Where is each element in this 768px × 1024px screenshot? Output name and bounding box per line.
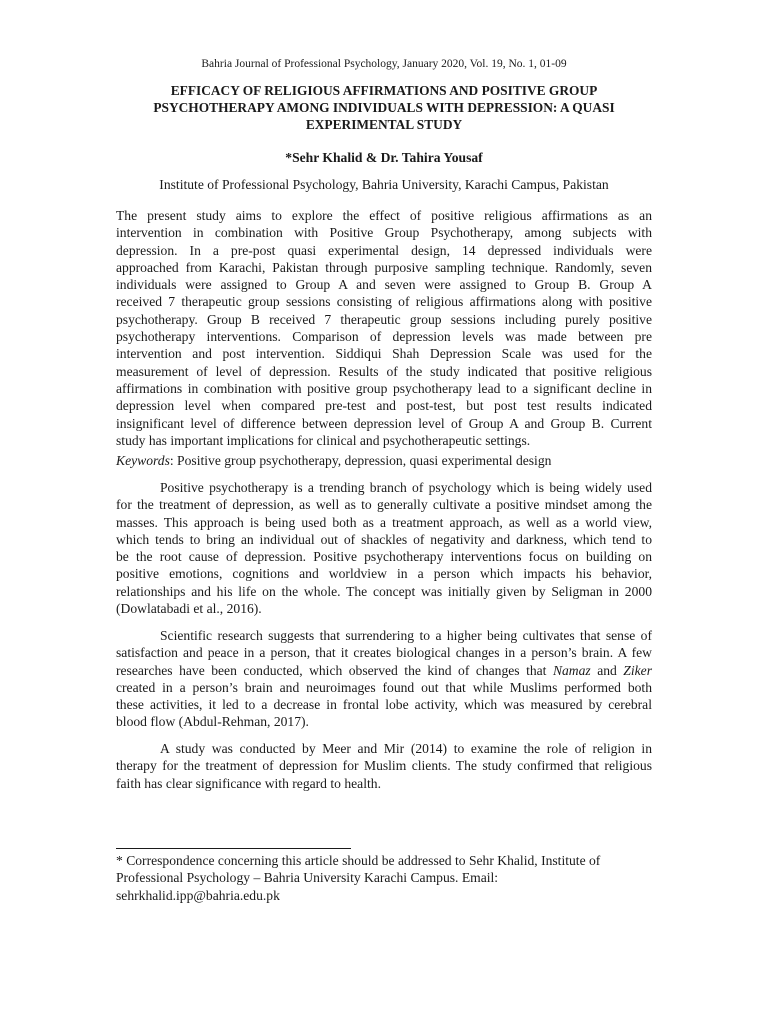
paragraph-line: for the treatment of depression, as well as to generally cultivate a positive mindset among the: [116, 497, 652, 513]
abstract-line: depression. In a pre-post quasi experimental design, 14 depressed individuals were: [116, 242, 652, 258]
title-line: EFFICACY OF RELIGIOUS AFFIRMATIONS AND POSITIVE GROUP: [170, 83, 598, 98]
abstract-line: individuals were assigned to Group A and seven were assigned to Group B. Group A: [116, 277, 652, 293]
paragraph-line: these activities, it led to a decrease in frontal lobe activity, which was measured by cerebral: [116, 697, 652, 713]
keywords-text: : Positive group psychotherapy, depression, quasi experimental design: [169, 453, 552, 468]
paragraph-line: therapy for the treatment of depression for Muslim clients. The study confirmed that religious: [116, 758, 652, 774]
body-paragraph-3: [116, 740, 652, 792]
abstract-line: received 7 therapeutic group sessions consisting of religious affirmations along with positive: [116, 294, 652, 310]
paper-title: [116, 82, 652, 133]
paragraph-line: be the root cause of depression. Positive psychotherapy interventions focus on building on: [116, 549, 652, 565]
affiliation: Institute of Professional Psychology, Bahria University, Karachi Campus, Pakistan: [159, 177, 609, 192]
abstract-line: measurement of level of depression. Results of the study indicated that positive religious: [116, 363, 652, 379]
journal-citation: Bahria Journal of Professional Psychology, January 2020, Vol. 19, No. 1, 01-09: [201, 58, 567, 70]
title-line: EXPERIMENTAL STUDY: [305, 117, 463, 132]
paragraph-line: blood flow (Abdul-Rehman, 2017).: [116, 714, 309, 730]
keywords-label: Keywords: [116, 453, 170, 468]
abstract-line: intervention in combination with Positive Group Psychotherapy, among subjects with: [116, 225, 652, 241]
abstract-line: psychotherapy. Group B received 7 therapeutic group sessions including purely positive: [116, 311, 652, 327]
paragraph-line: (Dowlatabadi et al., 2016).: [116, 601, 262, 617]
paragraph-line: Positive psychotherapy is a trending branch of psychology which is being widely used: [160, 480, 652, 495]
abstract-line: study has important implications for clinical and psychotherapeutic settings.: [116, 432, 531, 448]
abstract-line: intervention and post intervention. Siddiqui Shah Depression Scale was used for the: [116, 346, 652, 362]
footnote-line: Professional Psychology – Bahria University Karachi Campus. Email:: [116, 870, 499, 886]
keywords: [116, 452, 652, 469]
term-ziker: Ziker: [623, 662, 652, 678]
title-line: PSYCHOTHERAPY AMONG INDIVIDUALS WITH DEPRESSION: A QUASI: [153, 100, 615, 115]
footnote-line: * Correspondence concerning this article should be addressed to Sehr Khalid, Institute of: [116, 853, 601, 868]
authors: *Sehr Khalid & Dr. Tahira Yousaf: [285, 150, 483, 165]
paragraph-line: satisfaction and peace in a person, that it creates biological changes in a person’s brain. A few: [116, 645, 652, 661]
paragraph-line: faith has clear significance with regard to health.: [116, 775, 381, 791]
abstract-line: insignificant level of difference between depression level of Group A and Group B. Current: [116, 415, 652, 431]
abstract-line: psychotherapy interventions. Comparison of depression levels was made between pre: [116, 329, 652, 345]
abstract-line: affirmations in combination with positive group psychotherapy lead to a significant decline in: [116, 380, 652, 396]
correspondence-footnote: [116, 852, 652, 904]
paragraph-line: created in a person’s brain and neuroimages found out that while Muslims performed both: [116, 679, 652, 695]
paragraph-text: researches have been conducted, which observed the kind of changes that: [116, 662, 553, 678]
footnote-email[interactable]: sehrkhalid.ipp@bahria.edu.pk: [116, 887, 280, 903]
paragraph-line: A study was conducted by Meer and Mir (2014) to examine the role of religion in: [160, 741, 652, 756]
paragraph-line: Scientific research suggests that surrendering to a higher being cultivates that sense of: [160, 628, 652, 643]
abstract: [116, 207, 652, 449]
paragraph-line: which tends to bring an individual out of shackles of negativity and darkness, which tend to: [116, 531, 652, 547]
paragraph-text: and: [590, 662, 624, 678]
paragraph-line: positive emotions, cognitions and worldview in a person which impacts his behavior,: [116, 566, 652, 582]
abstract-line: The present study aims to explore the effect of positive religious affirmations as an: [116, 208, 652, 223]
term-namaz: Namaz: [552, 662, 591, 678]
body-paragraph-1: [116, 479, 652, 617]
paragraph-line: relationships and his life on the whole. The concept was initially given by Seligman in 2000: [116, 583, 652, 599]
abstract-line: depression level when compared pre-test and post-test, but post test results indicated: [116, 398, 652, 414]
abstract-line: approached from Karachi, Pakistan through purposive sampling technique. Randomly, seven: [116, 259, 652, 275]
footnote-divider: [116, 848, 351, 849]
body-paragraph-2: [116, 627, 652, 731]
paragraph-line: [116, 662, 652, 679]
paragraph-line: masses. This approach is being used both as a treatment approach, as well as a world view,: [116, 514, 652, 530]
